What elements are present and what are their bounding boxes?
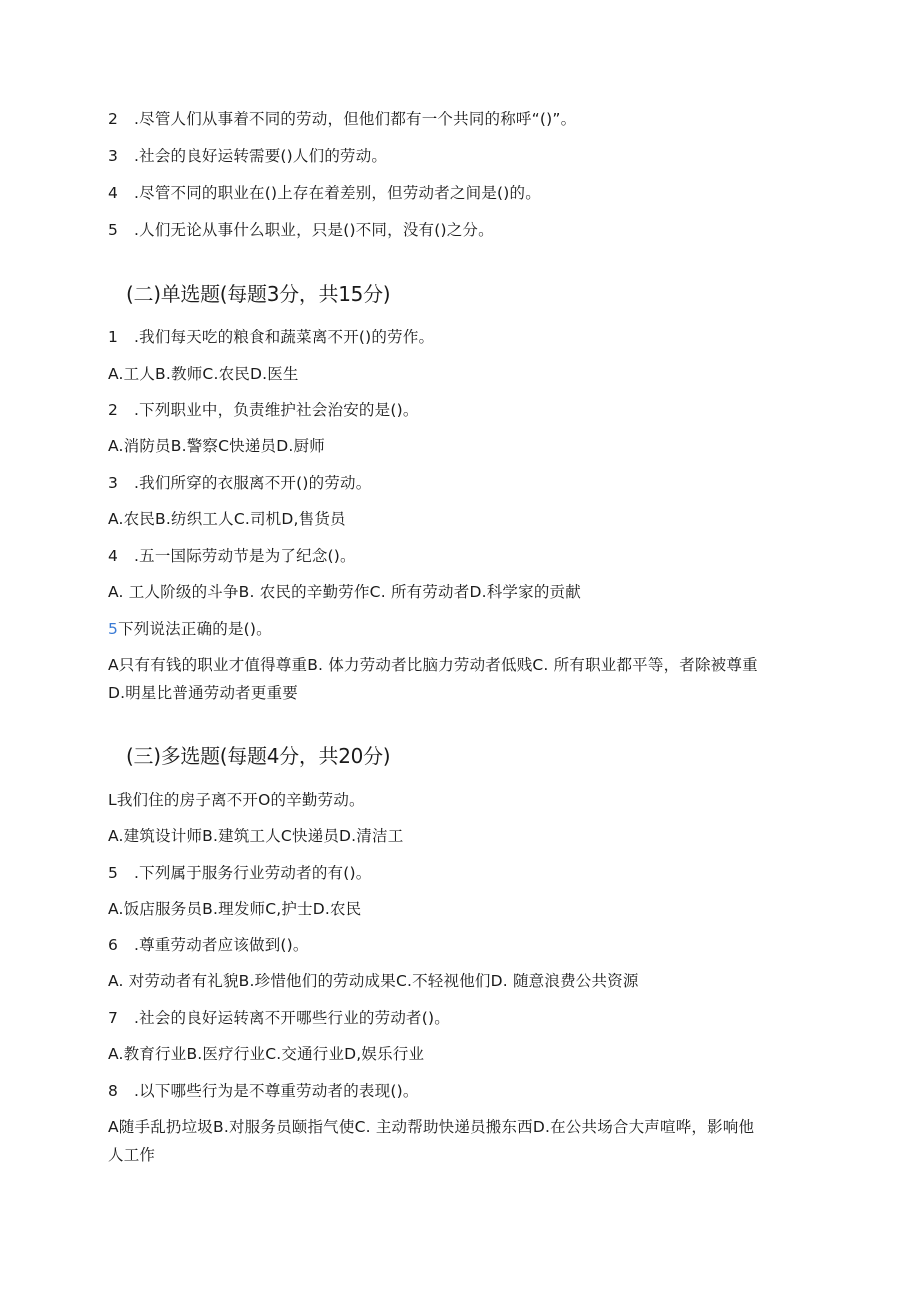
question-number: 2 [108,110,119,128]
question-text: .下列职业中，负责维护社会治安的是()。 [134,401,419,419]
question-text: .尽管人们从事着不同的劳动，但他们都有一个共同的称呼“()”。 [134,110,577,128]
multi-choice-options-1: A.建筑设计师B.建筑工人C快递员D.清洁工 [108,827,404,845]
question-number: 3 [108,474,119,492]
multi-choice-question-1: L我们住的房子离不开O的辛勤劳动。 [108,791,365,809]
question-text: .人们无论从事什么职业，只是()不同，没有()之分。 [134,221,494,239]
single-choice-options-2: A.消防员B.警察C快递员D.厨师 [108,437,325,455]
question-text: .社会的良好运转需要()人们的劳动。 [134,147,388,165]
single-choice-options-3: A.农民B.纺织工人C.司机D,售货员 [108,510,346,528]
multi-choice-options-2: A.饭店服务员B.理发师C,护士D.农民 [108,900,362,918]
question-number: 4 [108,547,119,565]
question-number: 6 [108,936,119,954]
question-number: 5 [108,221,119,239]
multi-choice-question-2 [108,862,371,884]
single-choice-question-3 [108,472,371,494]
question-text: .社会的良好运转离不开哪些行业的劳动者()。 [134,1009,450,1027]
question-text: .以下哪些行为是不尊重劳动者的表现()。 [134,1082,419,1100]
multi-choice-options-4: A.教育行业B.医疗行业C.交通行业D,娱乐行业 [108,1045,425,1063]
fill-in-question-3 [108,145,387,167]
question-text: .尽管不同的职业在()上存在着差别，但劳动者之间是()的。 [134,184,541,202]
fill-in-question-4 [108,182,541,204]
single-choice-question-2 [108,399,419,421]
fill-in-question-2 [108,108,576,130]
multi-choice-options-5-line-2: 人工作 [108,1146,156,1164]
question-number: 7 [108,1009,119,1027]
single-choice-options-5-line-1: A只有有钱的职业才值得尊重B. 体力劳动者比脑力劳动者低贱C. 所有职业都平等，者除被尊重 [108,656,758,674]
question-text: .尊重劳动者应该做到()。 [134,936,309,954]
single-choice-options-5-line-2: D.明星比普通劳动者更重要 [108,684,298,702]
question-number: 5 [108,864,119,882]
question-number: 8 [108,1082,119,1100]
multi-choice-question-3 [108,934,309,956]
single-choice-options-4: A. 工人阶级的斗争B. 农民的辛勤劳作C. 所有劳动者D.科学家的贡献 [108,583,581,601]
question-text: .我们所穿的衣服离不开()的劳动。 [134,474,372,492]
question-number: 2 [108,401,119,419]
single-choice-question-1 [108,326,434,348]
multi-choice-options-5-line-1: A随手乱扔垃圾B.对服务员颐指气使C. 主动帮助快递员搬东西D.在公共场合大声喧哗，影响他 [108,1118,755,1136]
question-number: 5 [108,620,119,638]
multi-choice-question-5 [108,1080,419,1102]
question-text: .五一国际劳动节是为了纪念()。 [134,547,356,565]
multi-choice-question-4 [108,1007,450,1029]
section-heading-multiple-choice: (三)多选题(每题4分，共20分) [126,744,391,768]
question-number: 3 [108,147,119,165]
single-choice-options-1: A.工人B.教师C.农民D.医生 [108,365,299,383]
single-choice-question-4 [108,545,356,567]
question-text: 下列说法正确的是()。 [118,620,272,638]
question-text: .下列属于服务行业劳动者的有()。 [134,864,372,882]
section-heading-single-choice: (二)单选题(每题3分，共15分) [126,282,391,306]
fill-in-question-5 [108,219,494,241]
multi-choice-options-3: A. 对劳动者有礼貌B.珍惜他们的劳动成果C.不轻视他们D. 随意浪费公共资源 [108,972,639,990]
question-text: .我们每天吃的粮食和蔬菜离不开()的劳作。 [134,328,435,346]
question-number: 1 [108,328,119,346]
question-number: 4 [108,184,119,202]
single-choice-question-5 [108,618,272,640]
